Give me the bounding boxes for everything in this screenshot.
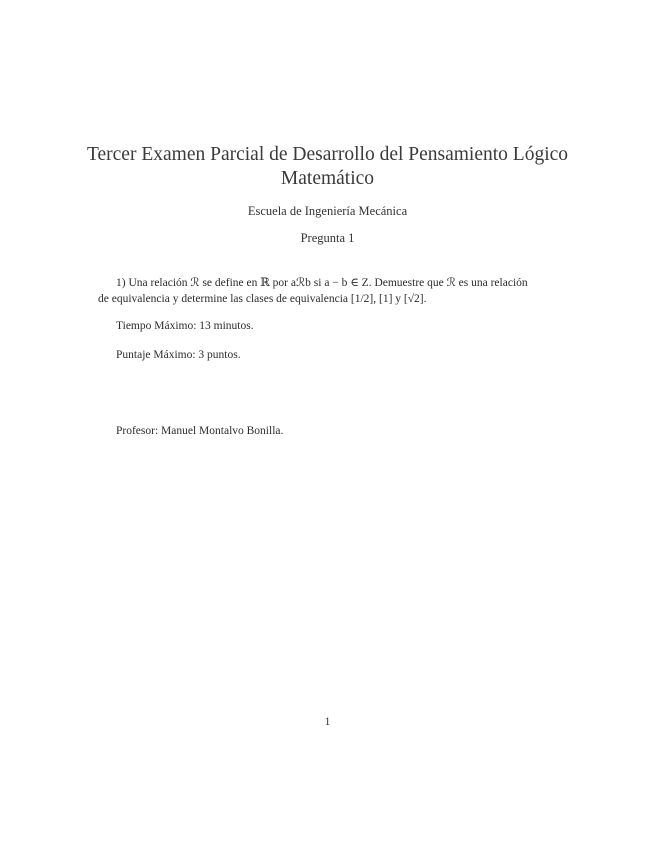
max-time: Tiempo Máximo: 13 minutos. (116, 320, 254, 332)
problem-line-1: 1) Una relación ℛ se define en ℝ por aℛb si a − b ∈ Z. Demuestre que ℛ es una relación (116, 277, 528, 289)
problem-statement (98, 276, 560, 307)
problem-line-2: de equivalencia y determine las clases de equivalencia [1/2], [1] y [√2]. (98, 292, 427, 305)
exam-title: Tercer Examen Parcial de Desarrollo del Pensamiento Lógico Matemático (86, 144, 569, 189)
school-name: Escuela de Ingeniería Mecánica (247, 204, 408, 218)
max-score: Puntaje Máximo: 3 puntos. (116, 349, 241, 361)
page-number: 1 (324, 716, 331, 728)
question-number: Pregunta 1 (300, 231, 355, 245)
professor-name: Profesor: Manuel Montalvo Bonilla. (116, 425, 284, 437)
